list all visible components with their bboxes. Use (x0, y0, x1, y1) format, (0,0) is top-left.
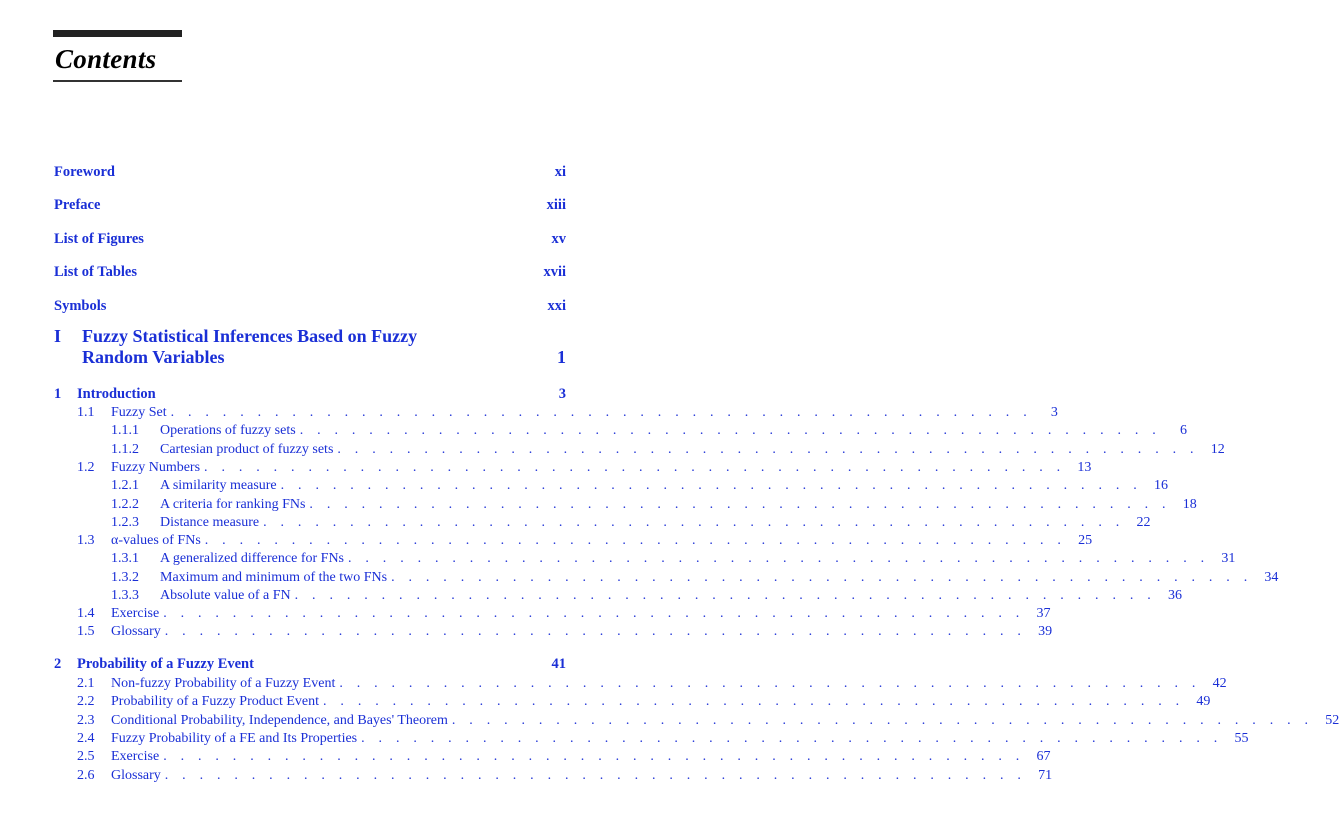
section-number: 1.2 (77, 460, 95, 475)
toc-entry-foreword[interactable] (54, 164, 566, 186)
toc-entry-title: Preface (54, 197, 101, 213)
section-page: 52 (1325, 713, 1339, 728)
toc-chapter-2[interactable] (54, 656, 566, 676)
section-title: Fuzzy Probability of a FE and Its Properties (111, 731, 358, 746)
chapter-page: 41 (551, 656, 566, 672)
section-number: 1.5 (77, 624, 95, 639)
dot-leader: . . . . . . . . . . . . . . . . . . . . . . . . . . . . . . . . . . . . . . . . . . . . . . . . . . (309, 497, 1171, 512)
section-number: 2.1 (77, 676, 95, 691)
subsection-page: 6 (1180, 423, 1187, 438)
toc-entry-page: xv (551, 231, 566, 247)
toc-entry-page: xvii (543, 264, 566, 280)
section-page: 49 (1196, 694, 1211, 709)
subsection-page: 12 (1210, 442, 1225, 457)
section-title: α-values of FNs (111, 533, 201, 548)
dot-leader: . . . . . . . . . . . . . . . . . . . . . . . . . . . . . . . . . . . . . . . . . . . . . . . . . . (204, 460, 1066, 475)
dot-leader: . . . . . . . . . . . . . . . . . . . . . . . . . . . . . . . . . . . . . . . . . . . . . . . . . . (164, 624, 1027, 639)
dot-leader: . . . . . . . . . . . . . . . . . . . . . . . . . . . . . . . . . . . . . . . . . . . . . . . . . . (263, 515, 1125, 530)
toc-section-2-4[interactable] (77, 730, 1249, 748)
toc-section-1-5[interactable] (77, 623, 1053, 641)
dot-leader: . . . . . . . . . . . . . . . . . . . . . . . . . . . . . . . . . . . . . . . . . . . . . . . . . . (451, 713, 1314, 728)
page-title: Contents (55, 44, 157, 74)
section-title: Fuzzy Numbers (111, 460, 201, 475)
dot-leader: . . . . . . . . . . . . . . . . . . . . . . . . . . . . . . . . . . . . . . . . . . . . . . . . . . (299, 423, 1161, 438)
subsection-title: Maximum and minimum of the two FNs (160, 570, 388, 585)
section-title: Non-fuzzy Probability of a Fuzzy Event (111, 676, 336, 691)
dot-leader: . . . . . . . . . . . . . . . . . . . . . . . . . . . . . . . . . . . . . . . . . . . . . . . . . . (280, 478, 1142, 493)
subsection-title: Cartesian product of fuzzy sets (160, 442, 334, 457)
dot-leader: . . . . . . . . . . . . . . . . . . . . . . . . . . . . . . . . . . . . . . . . . . . . . . . . . . (391, 570, 1253, 585)
section-number: 2.5 (77, 749, 95, 764)
dot-leader: . . . . . . . . . . . . . . . . . . . . . . . . . . . . . . . . . . . . . . . . . . . . . . . . . . (163, 749, 1025, 764)
section-number: 2.6 (77, 768, 95, 783)
subsection-title: A criteria for ranking FNs (160, 497, 306, 512)
toc-subsection-1-1-1[interactable] (111, 422, 1187, 440)
chapter-number: 1 (54, 386, 62, 402)
subsection-page: 22 (1136, 515, 1151, 530)
subsection-page: 36 (1167, 588, 1182, 603)
section-page: 25 (1078, 533, 1093, 548)
toc-section-2-1[interactable] (77, 675, 1227, 693)
section-title: Conditional Probability, Independence, and Bayes' Theorem (111, 713, 448, 728)
section-title: Glossary (111, 624, 161, 639)
section-number: 2.4 (77, 731, 95, 746)
toc-entry-page: xiii (546, 197, 566, 213)
toc-entry-list-of-figures[interactable] (54, 231, 566, 253)
toc-subsection-1-2-2[interactable] (111, 496, 1197, 514)
subsection-number: 1.3.3 (111, 588, 139, 603)
section-page: 37 (1036, 606, 1051, 621)
chapter-number: 2 (54, 656, 62, 672)
toc-subsection-1-2-1[interactable] (111, 477, 1168, 495)
subsection-number: 1.1.1 (111, 423, 139, 438)
section-number: 2.2 (77, 694, 95, 709)
toc-entry-list-of-tables[interactable] (54, 264, 566, 286)
subsection-title: A generalized difference for FNs (160, 551, 344, 566)
heading-underline (53, 80, 182, 82)
toc-subsection-1-3-3[interactable] (111, 587, 1182, 605)
subsection-number: 1.2.2 (111, 497, 139, 512)
subsection-number: 1.3.2 (111, 570, 139, 585)
toc-subsection-1-2-3[interactable] (111, 514, 1151, 532)
part-title-line2: Random Variables (82, 347, 225, 367)
toc-entry-title: Foreword (54, 164, 115, 180)
toc-entry-title: Symbols (54, 298, 107, 314)
section-title: Glossary (111, 768, 161, 783)
section-number: 1.3 (77, 533, 95, 548)
subsection-number: 1.2.3 (111, 515, 139, 530)
toc-section-2-2[interactable] (77, 693, 1211, 711)
subsection-title: Distance measure (160, 515, 260, 530)
toc-entry-title: List of Figures (54, 231, 144, 247)
dot-leader: . . . . . . . . . . . . . . . . . . . . . . . . . . . . . . . . . . . . . . . . . . . . . . . . . . (361, 731, 1223, 746)
subsection-title: Absolute value of a FN (160, 588, 291, 603)
section-number: 1.4 (77, 606, 95, 621)
dot-leader: . . . . . . . . . . . . . . . . . . . . . . . . . . . . . . . . . . . . . . . . . . . . . . . . . . (323, 694, 1185, 709)
subsection-title: Operations of fuzzy sets (160, 423, 296, 438)
section-title: Fuzzy Set (111, 405, 167, 420)
section-title: Probability of a Fuzzy Product Event (111, 694, 320, 709)
toc-section-2-5[interactable] (77, 748, 1051, 766)
section-page: 55 (1234, 731, 1249, 746)
chapter-title: Introduction (77, 386, 156, 402)
heading-top-bar (53, 30, 182, 37)
dot-leader: . . . . . . . . . . . . . . . . . . . . . . . . . . . . . . . . . . . . . . . . . . . . . . . . . . (294, 588, 1156, 603)
subsection-page: 18 (1182, 497, 1197, 512)
dot-leader: . . . . . . . . . . . . . . . . . . . . . . . . . . . . . . . . . . . . . . . . . . . . . . . . . . (337, 442, 1199, 457)
toc-entry-title: List of Tables (54, 264, 137, 280)
dot-leader: . . . . . . . . . . . . . . . . . . . . . . . . . . . . . . . . . . . . . . . . . . . . . . . . . . (204, 533, 1067, 548)
dot-leader: . . . . . . . . . . . . . . . . . . . . . . . . . . . . . . . . . . . . . . . . . . . . . . . . . . (339, 676, 1201, 691)
section-title: Exercise (111, 606, 160, 621)
chapter-page: 3 (558, 386, 566, 402)
section-number: 1.1 (77, 405, 95, 420)
subsection-page: 34 (1264, 570, 1279, 585)
subsection-number: 1.1.2 (111, 442, 139, 457)
subsection-page: 16 (1153, 478, 1168, 493)
subsection-title: A similarity measure (160, 478, 277, 493)
toc-section-1-3[interactable] (77, 532, 1093, 550)
subsection-number: 1.3.1 (111, 551, 139, 566)
toc-section-1-2[interactable] (77, 459, 1092, 477)
dot-leader: . . . . . . . . . . . . . . . . . . . . . . . . . . . . . . . . . . . . . . . . . . . . . . . . . . (170, 405, 1032, 420)
toc-entry-preface[interactable] (54, 197, 566, 219)
part-number: I (54, 326, 62, 346)
toc-entry-symbols[interactable] (54, 298, 566, 320)
section-number: 2.3 (77, 713, 95, 728)
subsection-number: 1.2.1 (111, 478, 139, 493)
chapter-title: Probability of a Fuzzy Event (77, 656, 254, 672)
dot-leader: . . . . . . . . . . . . . . . . . . . . . . . . . . . . . . . . . . . . . . . . . . . . . . . . . . (163, 606, 1025, 621)
toc-subsection-1-3-2[interactable] (111, 569, 1279, 587)
toc-entry-page: xxi (547, 298, 566, 314)
toc-section-1-1[interactable] (77, 404, 1058, 422)
section-page: 71 (1038, 768, 1053, 783)
section-page: 67 (1036, 749, 1051, 764)
section-page: 39 (1038, 624, 1053, 639)
section-page: 13 (1077, 460, 1092, 475)
section-title: Exercise (111, 749, 160, 764)
toc-subsection-1-3-1[interactable] (111, 550, 1236, 568)
toc-entry-page: xi (554, 164, 566, 180)
part-title-line1: Fuzzy Statistical Inferences Based on Fuzzy (82, 326, 418, 346)
dot-leader: . . . . . . . . . . . . . . . . . . . . . . . . . . . . . . . . . . . . . . . . . . . . . . . . . . (164, 768, 1027, 783)
section-page: 42 (1212, 676, 1227, 691)
part-page: 1 (557, 347, 566, 367)
section-page: 3 (1050, 405, 1058, 420)
dot-leader: . . . . . . . . . . . . . . . . . . . . . . . . . . . . . . . . . . . . . . . . . . . . . . . . . . (348, 551, 1210, 566)
toc-section-2-3[interactable] (77, 712, 1339, 730)
toc-section-1-4[interactable] (77, 605, 1051, 623)
toc-chapter-1[interactable] (54, 386, 566, 406)
toc-subsection-1-1-2[interactable] (111, 441, 1225, 459)
toc-section-2-6[interactable] (77, 767, 1053, 785)
subsection-page: 31 (1221, 551, 1236, 566)
